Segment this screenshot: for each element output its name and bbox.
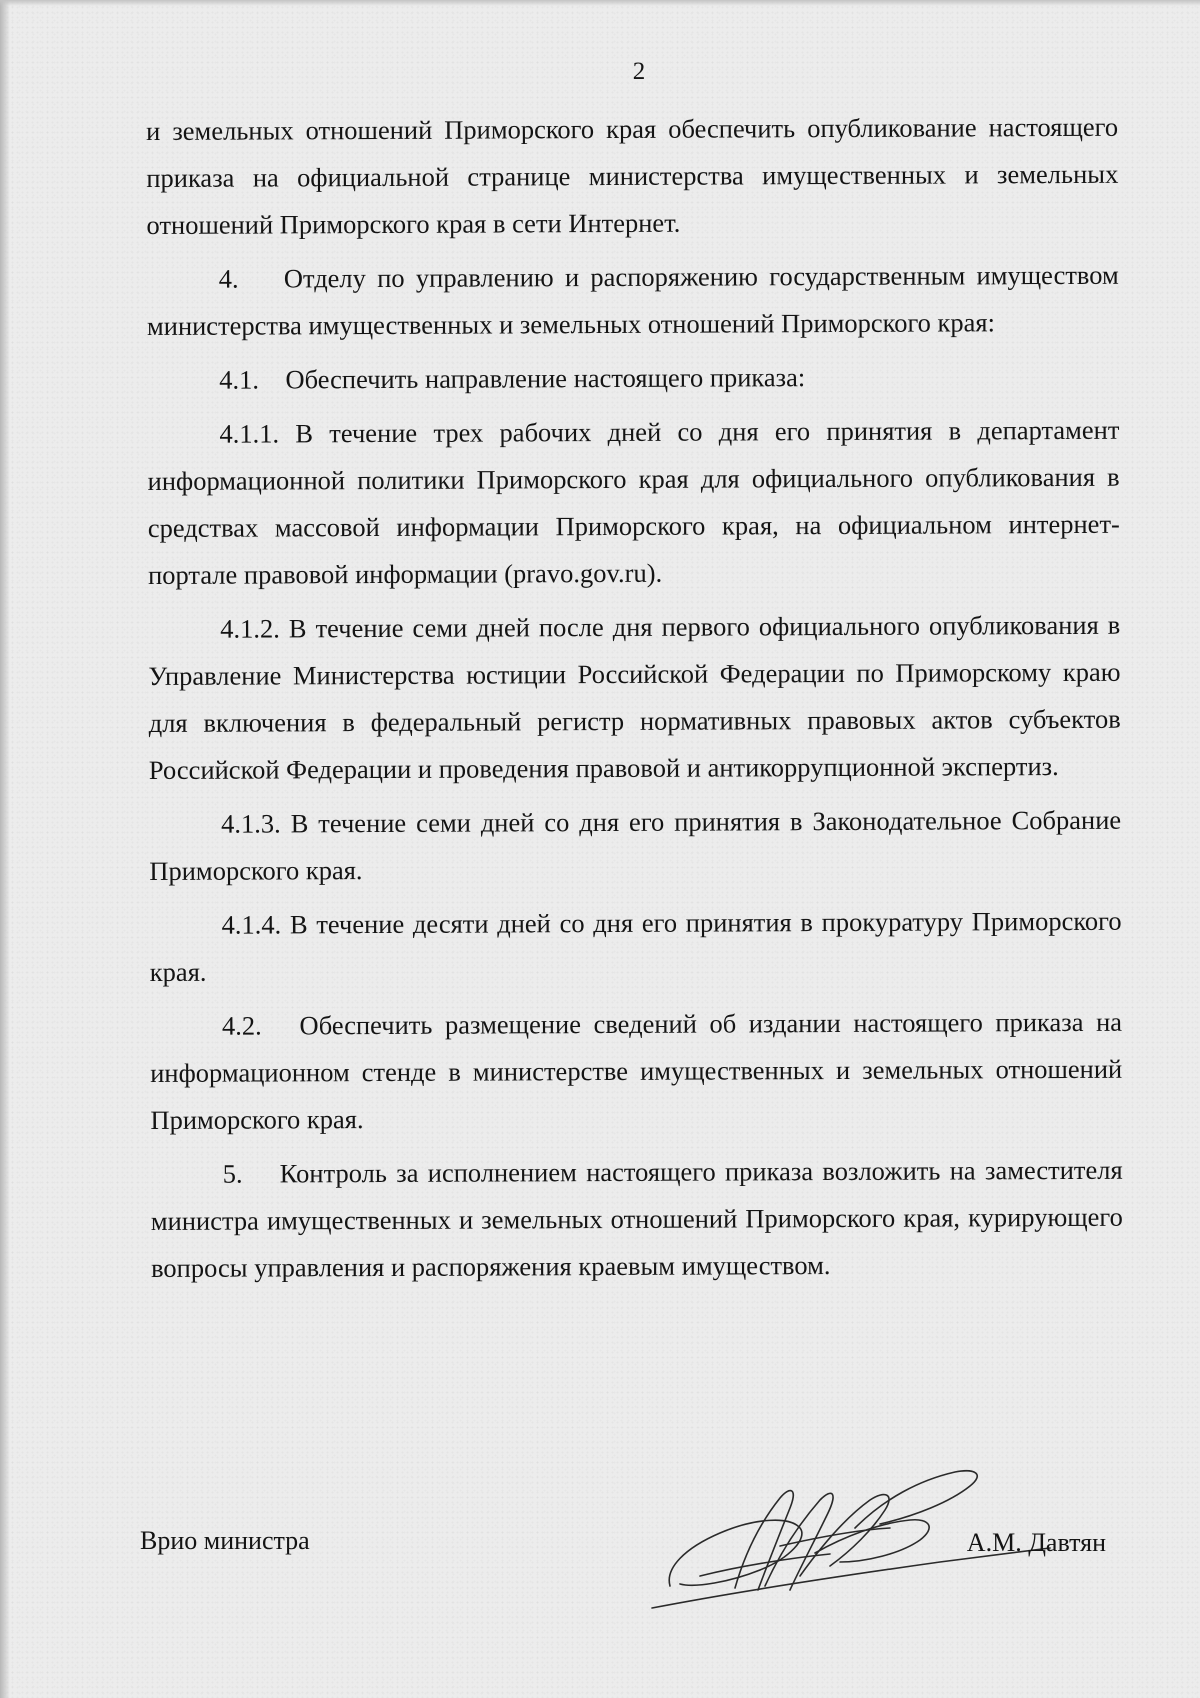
paragraph-item-4-1-4: 4.1.4. В течение десяти дней со дня его принятия в прокуратуру Приморского края. (149, 905, 1122, 987)
paragraph-item-4-1-2: 4.1.2. В течение семи дней после дня первого официального опубликования в Управление Министерства юстиции Российской Федерации по Приморскому краю для включения в федеральный регистр нормативных правовых актов субъектов Российской Федерации и проведения правовой и антикоррупционной экспертиз. (148, 609, 1121, 785)
page-number: 2 (632, 58, 646, 85)
body-text (146, 104, 1123, 1299)
signature-block (140, 1518, 1110, 1638)
paragraph-item-5: 5. Контроль за исполнением настоящего приказа возложить на заместителя министра имущественных и земельных отношений Приморского края, курирующего вопросы управления и распоряжения краевым имуществом. (150, 1154, 1123, 1283)
paragraph-item-4: 4. Отделу по управлению и распоряжению государственным имуществом министерства имущественных и земельных отношений Приморского края: (146, 259, 1119, 341)
paragraph-continuation: и земельных отношений Приморского края обеспечить опубликование настоящего приказа на официальной странице министерства имущественных и земельных отношений Приморского края в сети Интернет. (146, 111, 1119, 240)
signatory-name: А.М. Давтян (966, 1528, 1106, 1557)
paragraph-item-4-1-3: 4.1.3. В течение семи дней со дня его принятия в Законодательное Собрание Приморского края. (149, 804, 1122, 886)
paragraph-item-4-1: 4.1. Обеспечить направление настоящего приказа: (219, 362, 806, 395)
paragraph-item-4-1-1: 4.1.1. В течение трех рабочих дней со дня его принятия в департамент информационной политики Приморского края для официального опубликования в средствах массовой информации Приморского края, на официальном интернет-портале правовой информации (pravo.gov.ru). (147, 414, 1120, 590)
paragraph-item-4-2: 4.2. Обеспечить размещение сведений об издании настоящего приказа на информационном стенде в министерстве имущественных и земельных отношений Приморского края. (150, 1006, 1123, 1135)
scan-shadow-top (0, 0, 1200, 6)
scan-shadow-left (0, 0, 10, 1698)
signatory-position: Врио министра (140, 1526, 310, 1555)
